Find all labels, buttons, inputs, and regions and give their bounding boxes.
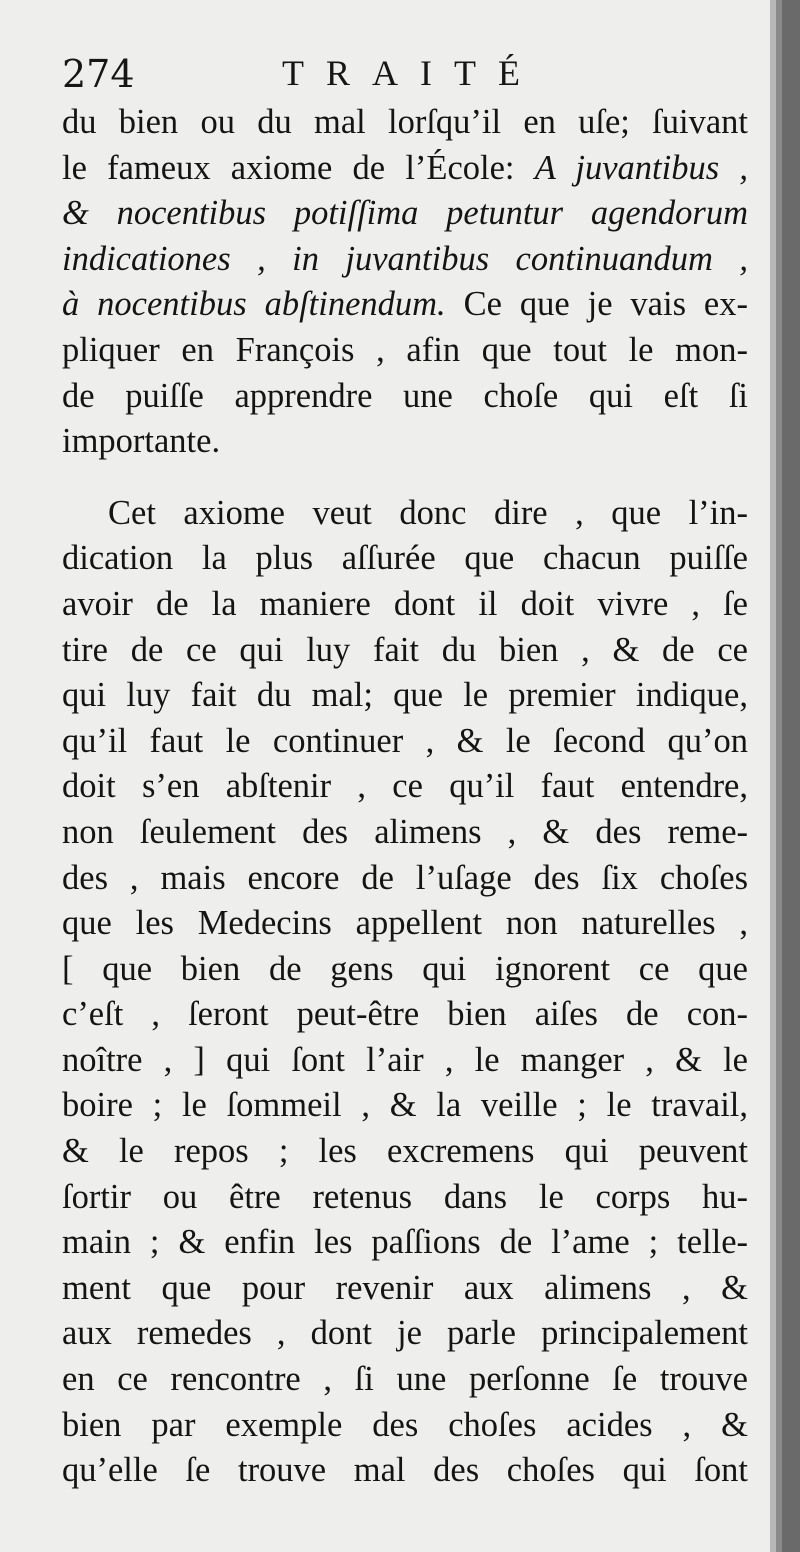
line-text: main ; & enfin les paſſions de l’ame ; telle- xyxy=(62,1223,748,1262)
text-line xyxy=(62,1403,748,1449)
text-line xyxy=(62,673,748,719)
text-line xyxy=(62,1038,748,1084)
text-line xyxy=(62,810,748,856)
line-text: de puiſſe apprendre une choſe qui eſt ſi xyxy=(62,376,748,415)
text-line xyxy=(62,947,748,993)
text-line xyxy=(62,1083,748,1129)
latin-quote-text: & nocentibus potiſſima petuntur agendorum xyxy=(62,194,748,233)
paragraph xyxy=(62,491,748,1494)
text-line xyxy=(62,191,748,237)
text-line xyxy=(62,901,748,947)
line-text: [ que bien de gens qui ignorent ce que xyxy=(62,949,748,988)
text-line xyxy=(62,146,748,192)
text-line xyxy=(62,1311,748,1357)
line-text: doit s’en abſtenir , ce qu’il faut entendre, xyxy=(62,767,748,806)
line-text: dication la plus aſſurée que chacun puiſſe xyxy=(62,539,748,578)
text-line xyxy=(62,374,748,420)
line-text: & le repos ; les excremens qui peuvent xyxy=(62,1132,748,1171)
line-text: ment que pour revenir aux alimens , & xyxy=(62,1268,748,1307)
latin-quote-text: A juvantibus , xyxy=(534,148,748,187)
text-line xyxy=(62,1266,748,1312)
line-text: qui luy fait du mal; que le premier indique, xyxy=(62,676,748,715)
line-text: que les Medecins appellent non naturelles , xyxy=(62,904,748,943)
line-text: aux remedes , dont je parle principalement xyxy=(62,1314,748,1353)
text-line xyxy=(62,764,748,810)
line-text: en ce rencontre , ſi une perſonne ſe trouve xyxy=(62,1360,748,1399)
text-line xyxy=(62,719,748,765)
line-text: boire ; le ſommeil , & la veille ; le travail, xyxy=(62,1086,748,1125)
line-text: qu’elle ſe trouve mal des choſes qui ſont xyxy=(62,1451,748,1490)
line-text: pliquer en François , afin que tout le mon- xyxy=(62,330,748,369)
text-line xyxy=(62,536,748,582)
text-line xyxy=(62,419,748,465)
latin-quote-text: indicationes , in juvantibus continuandum , xyxy=(62,239,748,278)
text-line xyxy=(62,328,748,374)
line-text: le fameux axiome de l’École: xyxy=(62,148,535,187)
line-text: tire de ce qui luy fait du bien , & de ce xyxy=(62,630,748,669)
text-line xyxy=(62,491,748,537)
text-line xyxy=(62,1357,748,1403)
line-text: ſortir ou être retenus dans le corps hu- xyxy=(62,1177,748,1216)
text-line xyxy=(62,856,748,902)
text-line xyxy=(62,282,748,328)
running-head: TRAITÉ xyxy=(282,53,542,93)
line-text: noître , ] qui ſont l’air , le manger , & le xyxy=(62,1040,748,1079)
text-line xyxy=(62,237,748,283)
page-number: 274 xyxy=(62,52,135,96)
line-text: importante. xyxy=(62,422,221,461)
line-text: du bien ou du mal lorſqu’il en uſe; ſuivant xyxy=(62,103,748,141)
text-line xyxy=(62,1175,748,1221)
line-text: c’eſt , ſeront peut-être bien aiſes de con- xyxy=(62,995,748,1034)
line-text: Ce que je vais ex- xyxy=(445,285,748,324)
line-text: avoir de la maniere dont il doit vivre , ſe xyxy=(62,584,748,623)
text-line xyxy=(62,1129,748,1175)
text-line xyxy=(62,582,748,628)
text-line xyxy=(62,100,748,146)
line-text: bien par exemple des choſes acides , & xyxy=(62,1405,748,1444)
paragraph xyxy=(62,100,748,465)
line-text: non ſeulement des alimens , & des reme- xyxy=(62,812,748,851)
line-text: Cet axiome veut donc dire , que l’in- xyxy=(108,493,748,532)
text-line xyxy=(62,628,748,674)
text-line xyxy=(62,1448,748,1494)
line-text: des , mais encore de l’uſage des ſix choſes xyxy=(62,858,748,897)
page-header xyxy=(62,52,742,102)
line-text: qu’il faut le continuer , & le ſecond qu’on xyxy=(62,721,748,760)
text-line xyxy=(62,1220,748,1266)
latin-quote-text: à nocentibus abſtinendum. xyxy=(62,285,446,324)
text-line xyxy=(62,992,748,1038)
page-body xyxy=(62,100,748,1494)
paragraph-gap xyxy=(62,465,748,491)
